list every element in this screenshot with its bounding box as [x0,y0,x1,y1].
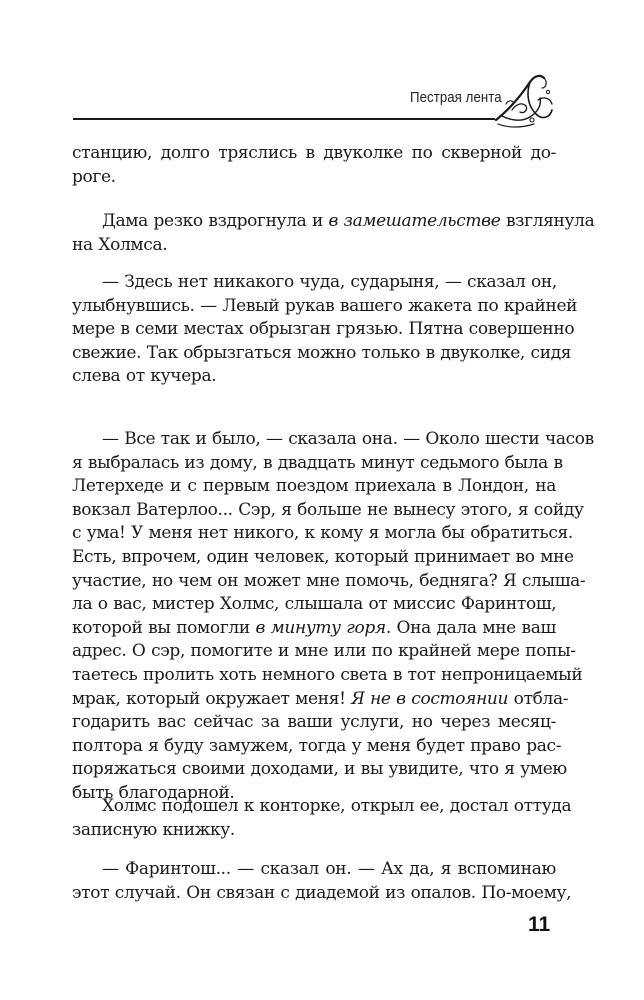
paragraph-3 [72,271,578,389]
text-line: таетесь пролить хоть немного света в тот непроницаемый [72,664,583,685]
text-line: мрак, который окружает меня! Я не в состоянии отбла- [72,688,569,709]
text-line: мере в семи местах обрызган грязью. Пятна совершенно [72,319,575,340]
text-line: годарить вас сейчас за ваши услуги, но через месяц- [72,712,556,733]
text-line: улыбнувшись. — Левый рукав вашего жакета по крайней [72,295,578,316]
text-line: Есть, впрочем, один человек, который принимает во мне [72,546,574,567]
paragraph-5 [72,795,572,842]
text-line: Дама резко вздрогнула и в замешательстве взглянула [102,211,595,231]
text-line: роге. [72,166,116,187]
text-line: — Фаринтош... — сказал он. — Ах да, я вспоминаю [102,859,556,879]
text-line: которой вы помогли в минуту горя. Она дала мне ваш [72,617,556,638]
text-line: быть благодарной. [72,782,235,803]
text-line: этот случай. Он связан с диадемой из опалов. По-моему, [72,882,572,903]
italic-phrase: в минуту горя [255,617,386,638]
text-line: поряжаться своими доходами, и вы увидите, что я умею [72,759,567,780]
text-line: станцию, долго тряслись в двуколке по скверной до- [72,143,556,163]
italic-phrase: в замешательстве [328,211,501,231]
flourish-ornament-icon [492,70,558,132]
paragraph-1 [72,142,556,189]
text-line: — Здесь нет никакого чуда, сударыня, — сказал он, [102,272,557,292]
text-line: свежие. Так обрызгаться можно только в двуколке, сидя [72,342,572,363]
running-title: Пестрая лента [410,89,502,106]
text-line: Холмс подошел к конторке, открыл ее, достал оттуда [102,796,572,816]
text-line: вокзал Ватерлоо... Сэр, я больше не вынесу этого, я сойду [72,499,584,520]
text-line: записную книжку. [72,819,235,840]
header-rule [73,118,495,120]
text-line: я выбралась из дому, в двадцать минут седьмого была в [72,452,563,473]
text-line: Летерхеде и с первым поездом приехала в Лондон, на [72,476,556,497]
text-line: на Холмса. [72,234,168,255]
text-line: слева от кучера. [72,366,217,387]
text-line: полтора я буду замужем, тогда у меня будет право рас- [72,735,562,756]
text-line: ла о вас, мистер Холмс, слышала от миссис Фаринтош, [72,594,557,615]
text-line: с ума! У меня нет никого, к кому я могла бы обратиться. [72,523,573,544]
italic-phrase: Я не в состоянии [351,688,509,709]
page-number: 11 [528,913,551,936]
text-line: адрес. О сэр, помогите и мне или по крайней мере попы- [72,641,576,662]
text-line: участие, но чем он может мне помочь, бедняга? Я слыша- [72,570,586,591]
text-line: — Все так и было, — сказала она. — Около шести часов [102,429,594,449]
paragraph-6 [72,858,572,905]
paragraph-2 [72,210,595,257]
